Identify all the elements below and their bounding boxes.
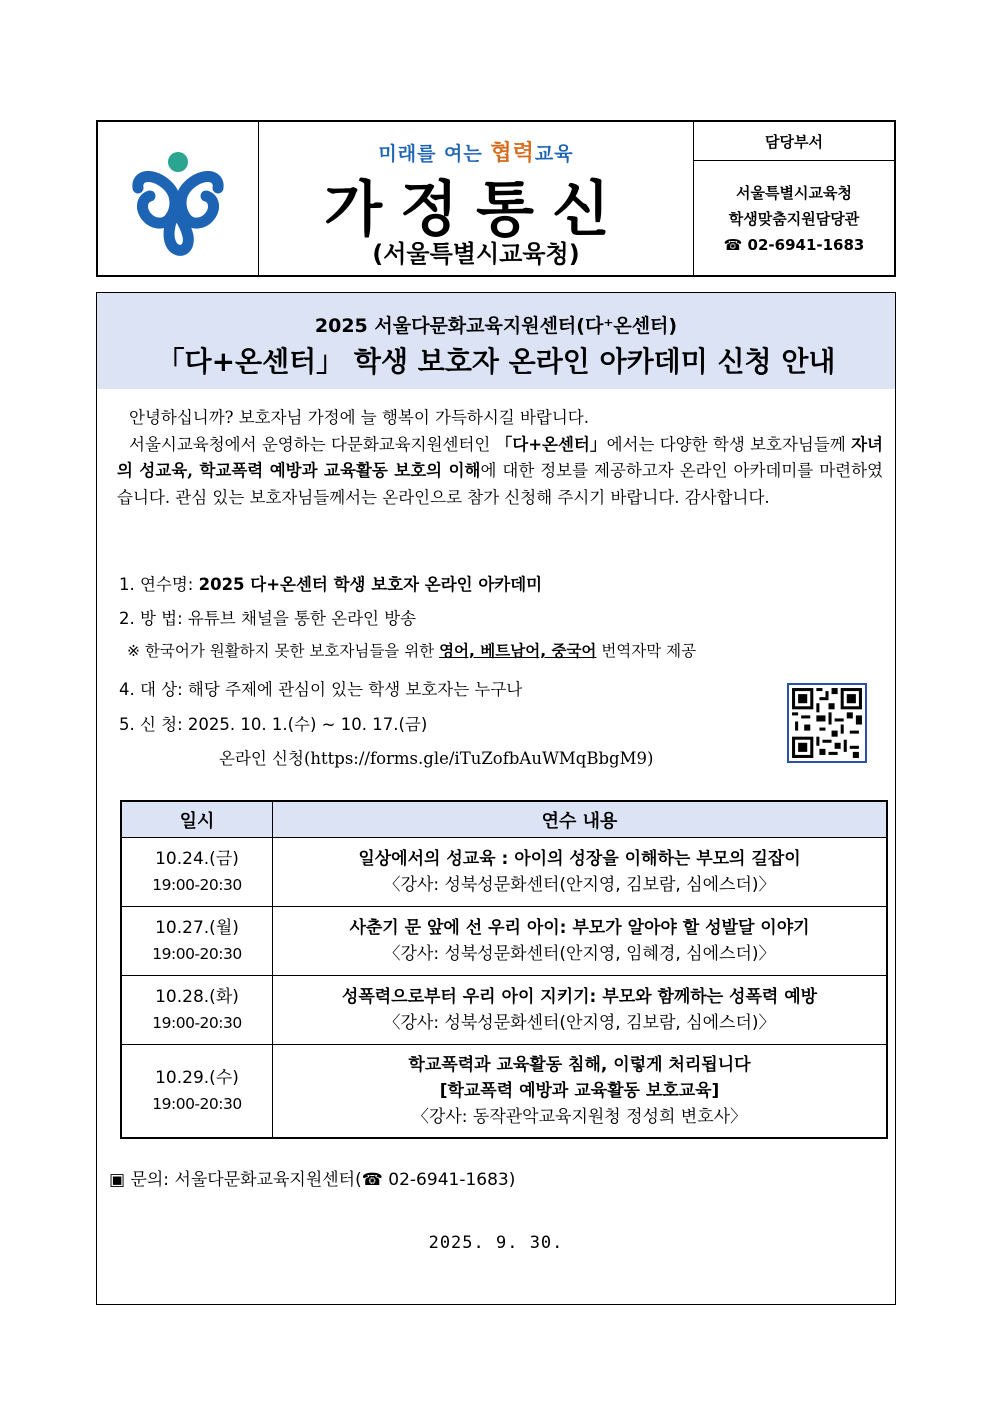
translation-note [127,639,696,661]
notice-banner [97,293,895,389]
intro-center-name: 「다+온센터」 [495,434,607,454]
intro-topics: 자녀의 성교육, 학교폭력 예방과 교육활동 보호의 이해 [117,434,883,480]
session-lecturer: 〈강사: 성북성문화센터(안지영, 김보람, 심에스더)〉 [383,875,776,895]
banner-subtitle: 2025 서울다문화교육지원센터(다⁺온센터) [314,315,678,337]
intro-text [117,405,883,511]
session-title: 학교폭력과 교육활동 침해, 이렇게 처리됩니다 [408,1055,751,1075]
qr-pattern [789,685,865,761]
session-subtitle: [학교폭력 예방과 교육활동 보호교육] [439,1081,720,1101]
session-date: 10.29.(수) [155,1068,239,1088]
schedule-date [121,907,273,976]
intro-text-e: 에 대한 정보를 제공하고자 온라인 아카데미를 마련하였습니다. 관심 있는 보호자님들께서는 온라인으로 참가 신청해 주시기 바랍니다. 감사합니다. [117,461,883,507]
note-text-c: 번역자막 제공 [596,642,697,660]
info-item-method: 2. 방 법: 유튜브 채널을 통한 온라인 방송 [119,609,417,628]
department-org: 서울특별시교육청 [736,184,852,202]
department-phone: ☎ 02-6941-1683 [723,236,865,254]
schedule-content [273,838,888,907]
session-time: 19:00-20:30 [152,945,242,963]
session-time: 19:00-20:30 [152,876,242,894]
program-value: 2025 다+온센터 학생 보호자 온라인 아카데미 [198,575,543,594]
slogan-text-end: 교육 [534,143,574,165]
schedule-row [121,976,887,1045]
logo-cell [98,122,259,275]
schedule-header-content: 연수 내용 [273,801,888,838]
schedule-table [120,800,888,1139]
banner-title: 「다+온센터」 학생 보호자 온라인 아카데미 신청 안내 [156,345,836,378]
intro-greeting: 안녕하십니까? 보호자님 가정에 늘 행복이 가득하시길 바랍니다. [129,408,589,427]
session-lecturer: 〈강사: 동작관악교육지원청 정성희 변호사〉 [411,1107,748,1127]
session-time: 19:00-20:30 [152,1014,242,1032]
schedule-content [273,1045,888,1139]
note-text-a: ※ 한국어가 원활하지 못한 보호자님들을 위한 [127,642,440,660]
info-item-program [119,571,542,595]
info-item-apply: 5. 신 청: 2025. 10. 1.(수) ~ 10. 17.(금) [119,715,428,734]
schedule-content [273,907,888,976]
schedule-header-date: 일시 [121,801,273,838]
notice-body [96,292,896,1305]
inquiry-contact: ▣ 문의: 서울다문화교육지원센터(☎ 02-6941-1683) [109,1170,516,1190]
session-title: 사춘기 문 앞에 선 우리 아이: 부모가 알아야 할 성발달 이야기 [349,918,810,938]
qr-code-icon[interactable] [787,683,867,763]
session-time: 19:00-20:30 [152,1095,242,1113]
intro-text-a: 서울시교육청에서 운영하는 다문화교육지원센터인 [129,434,496,454]
intro-paragraph [117,432,883,512]
slogan-highlight: 협력 [490,141,535,166]
department-label: 담당부서 [694,122,894,161]
session-date: 10.27.(월) [155,918,239,938]
title-cell [259,122,694,275]
header-table [96,120,896,277]
schedule-row [121,838,887,907]
seoul-education-logo-icon [98,122,258,275]
page-title: 가정통신 [324,175,628,245]
session-lecturer: 〈강사: 성북성문화센터(안지영, 임혜경, 심에스더)〉 [383,944,776,964]
note-languages: 영어, 베트남어, 중국어 [439,642,597,660]
schedule-row [121,907,887,976]
session-title: 성폭력으로부터 우리 아이 지키기: 부모와 함께하는 성폭력 예방 [341,987,818,1007]
intro-text-c: 에서는 다양한 학생 보호자님들께 [606,434,852,454]
document-date: 2025. 9. 30. [428,1233,564,1253]
session-lecturer: 〈강사: 성북성문화센터(안지영, 김보람, 심에스더)〉 [383,1013,776,1033]
schedule-content [273,976,888,1045]
schedule-date [121,1045,273,1139]
department-team: 학생맞춤지원담당관 [728,210,860,228]
slogan-text: 미래를 여는 [378,143,491,165]
program-label: 1. 연수명: [119,575,199,594]
session-date: 10.28.(화) [155,987,239,1007]
schedule-row [121,1045,887,1139]
schedule-date [121,976,273,1045]
info-item-target: 4. 대 상: 해당 주제에 관심이 있는 학생 보호자는 누구나 [119,680,523,699]
department-info [694,161,894,258]
department-cell [694,122,894,275]
apply-link[interactable]: 온라인 신청(https://forms.gle/iTuZofbAuWMqBbgM9) [219,749,654,768]
schedule-header-row [121,801,887,838]
schedule-date [121,838,273,907]
session-title: 일상에서의 성교육 : 아이의 성장을 이해하는 부모의 길잡이 [358,849,801,869]
page-subtitle: (서울특별시교육청) [372,240,580,268]
session-date: 10.24.(금) [155,849,239,869]
